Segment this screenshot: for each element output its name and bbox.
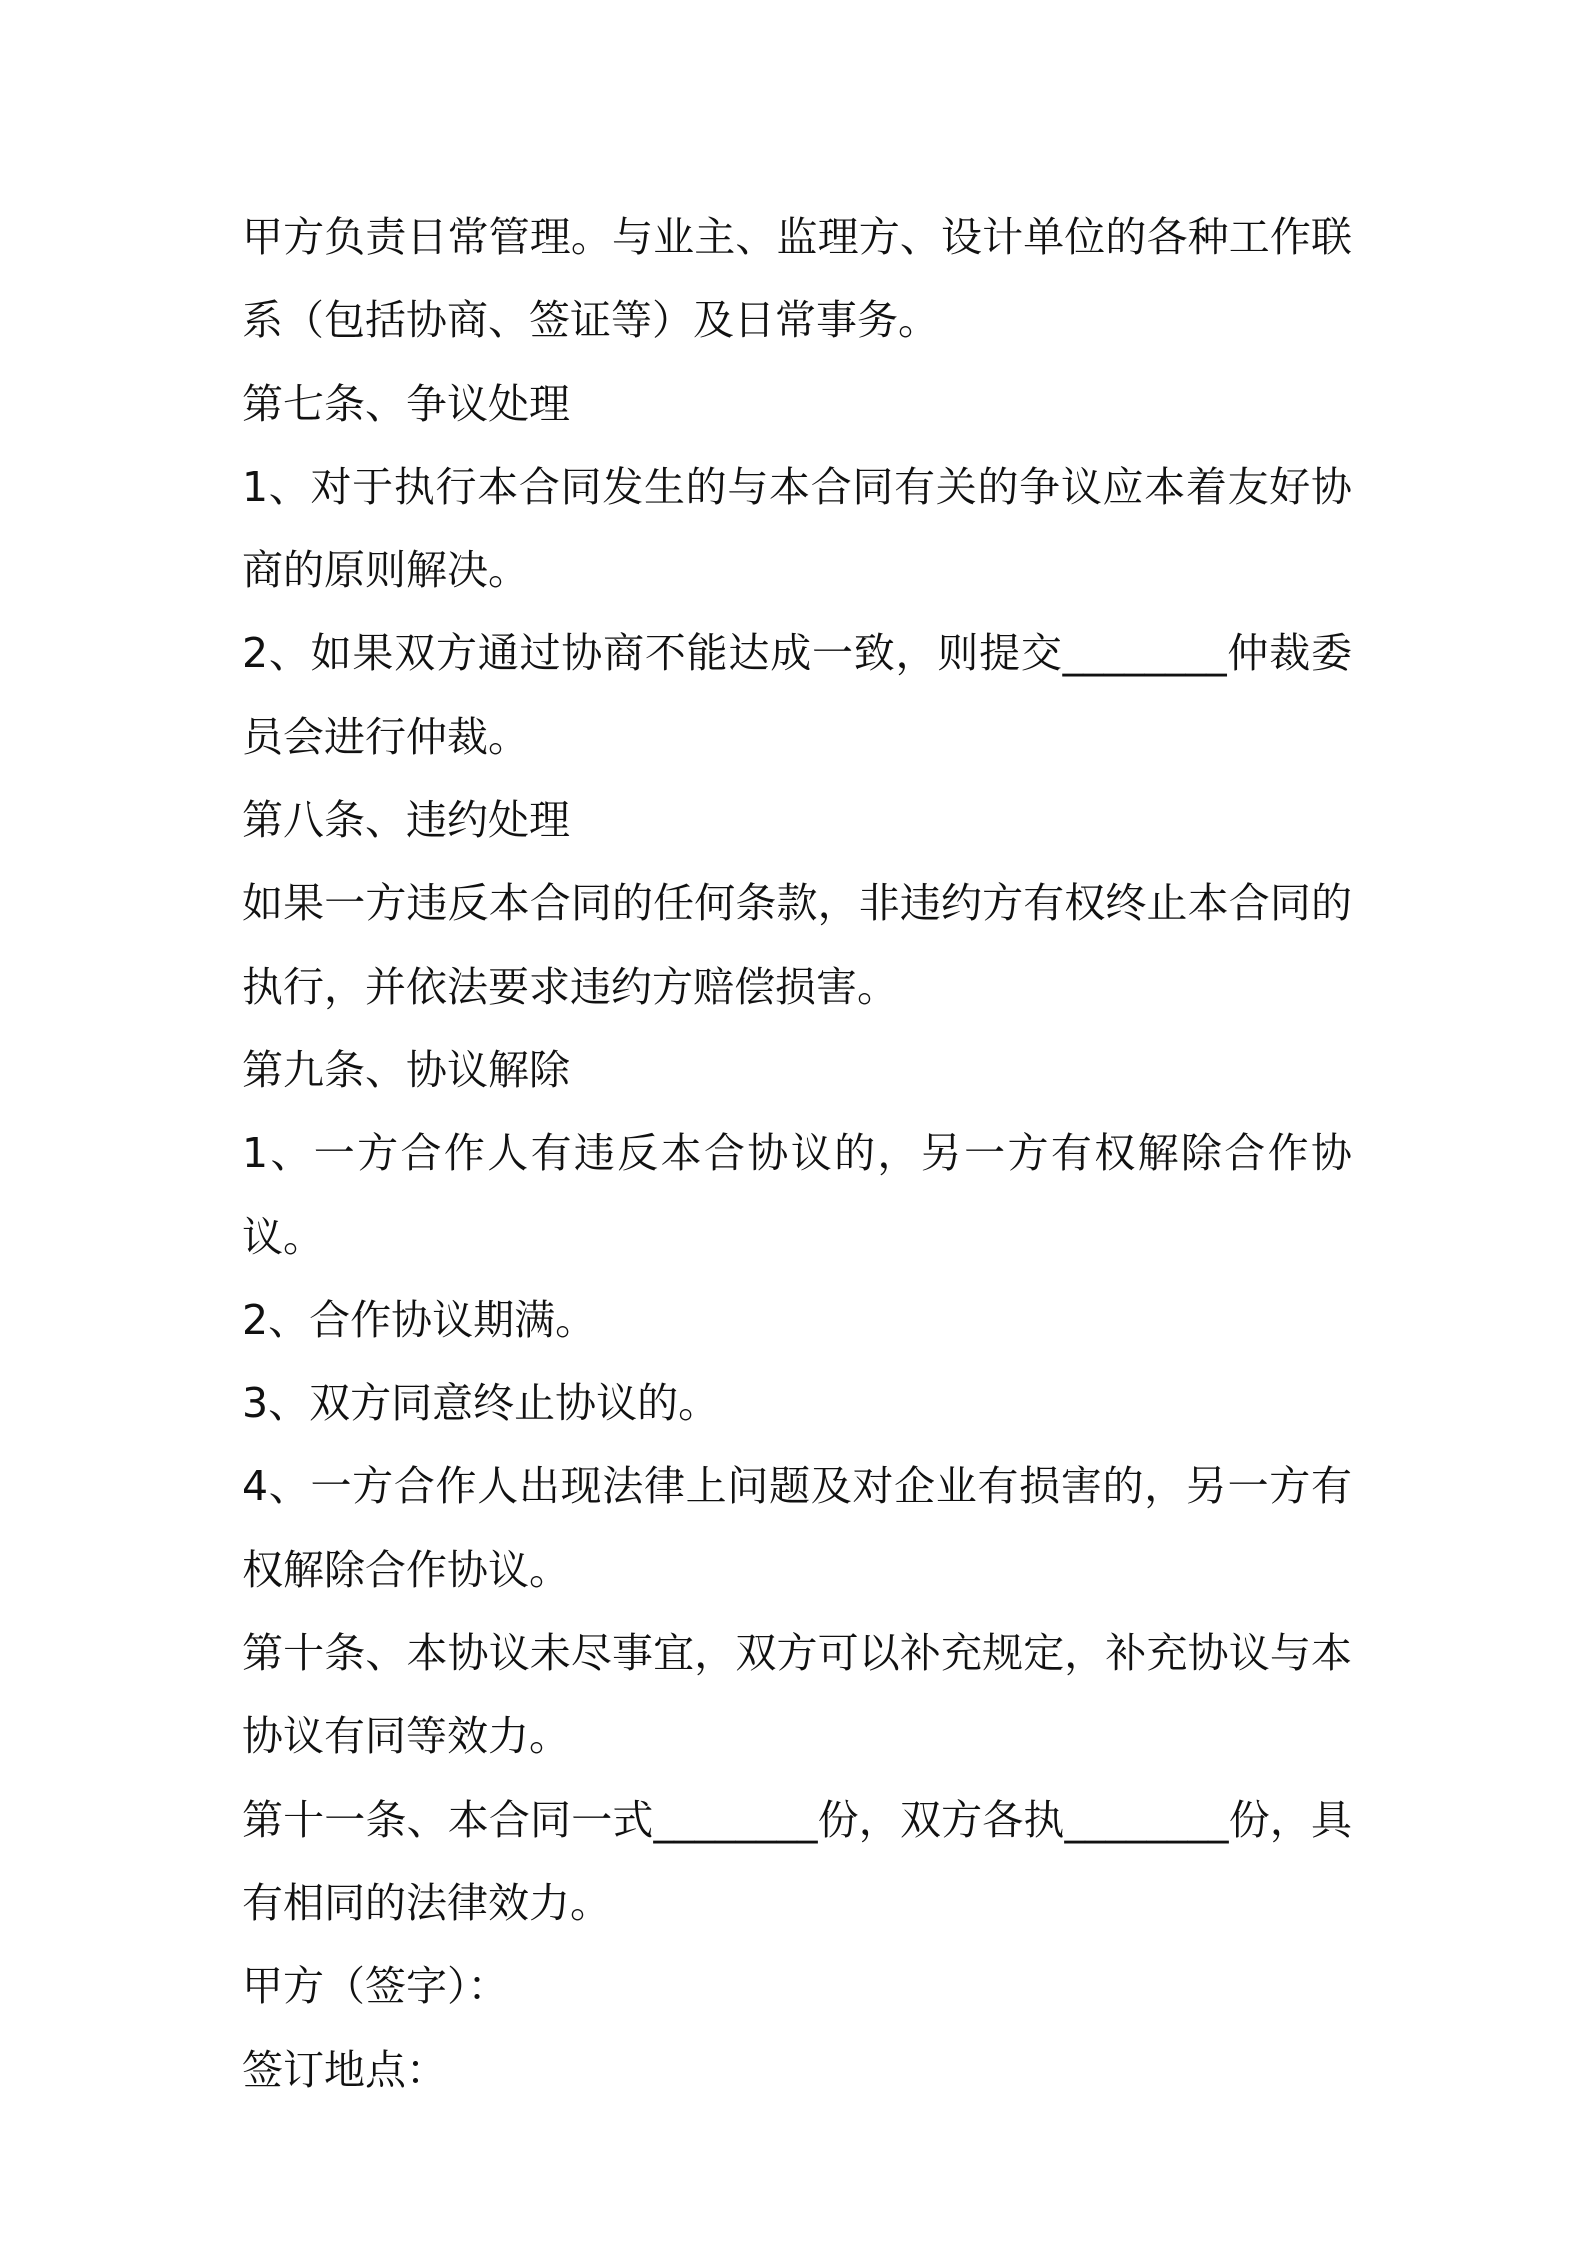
paragraph-dispute-clause-1: 1、对于执行本合同发生的与本合同有关的争议应本着友好协商的原则解决。 [242,462,1352,595]
signature-party-a: 甲方（签字）： [242,1962,509,2011]
paragraph-breach-clause: 如果一方违反本合同的任何条款，非违约方有权终止本合同的执行，并依法要求违约方赔偿损害。 [242,879,1352,1011]
paragraph-termination-clause-2: 2、合作协议期满。 [242,1295,597,1344]
paragraph-dispute-clause-2: 2、如果双方通过协商不能达成一致，则提交________仲裁委员会进行仲裁。 [242,629,1352,761]
paragraph-termination-clause-1: 1、一方合作人有违反本合协议的，另一方有权解除合作协议。 [242,1129,1352,1261]
paragraph-article-11-copies: 第十一条、本合同一式________份，双方各执________份，具有相同的法律效力。 [242,1795,1352,1927]
paragraph-termination-clause-3: 3、双方同意终止协议的。 [242,1379,720,1428]
heading-article-8-breach: 第八条、违约处理 [242,796,570,845]
paragraph-article-10-supplement: 第十条、本协议未尽事宜，双方可以补充规定，补充协议与本协议有同等效力。 [242,1629,1352,1761]
signing-location: 签订地点： [242,2045,447,2094]
paragraph-daily-management: 甲方负责日常管理。与业主、监理方、设计单位的各种工作联系（包括协商、签证等）及日常事务。 [242,213,1352,345]
paragraph-termination-clause-4: 4、一方合作人出现法律上问题及对企业有损害的，另一方有权解除合作协议。 [242,1462,1352,1594]
heading-article-7-disputes: 第七条、争议处理 [242,379,570,428]
heading-article-9-termination: 第九条、协议解除 [242,1045,570,1094]
document-body [242,196,1352,2112]
